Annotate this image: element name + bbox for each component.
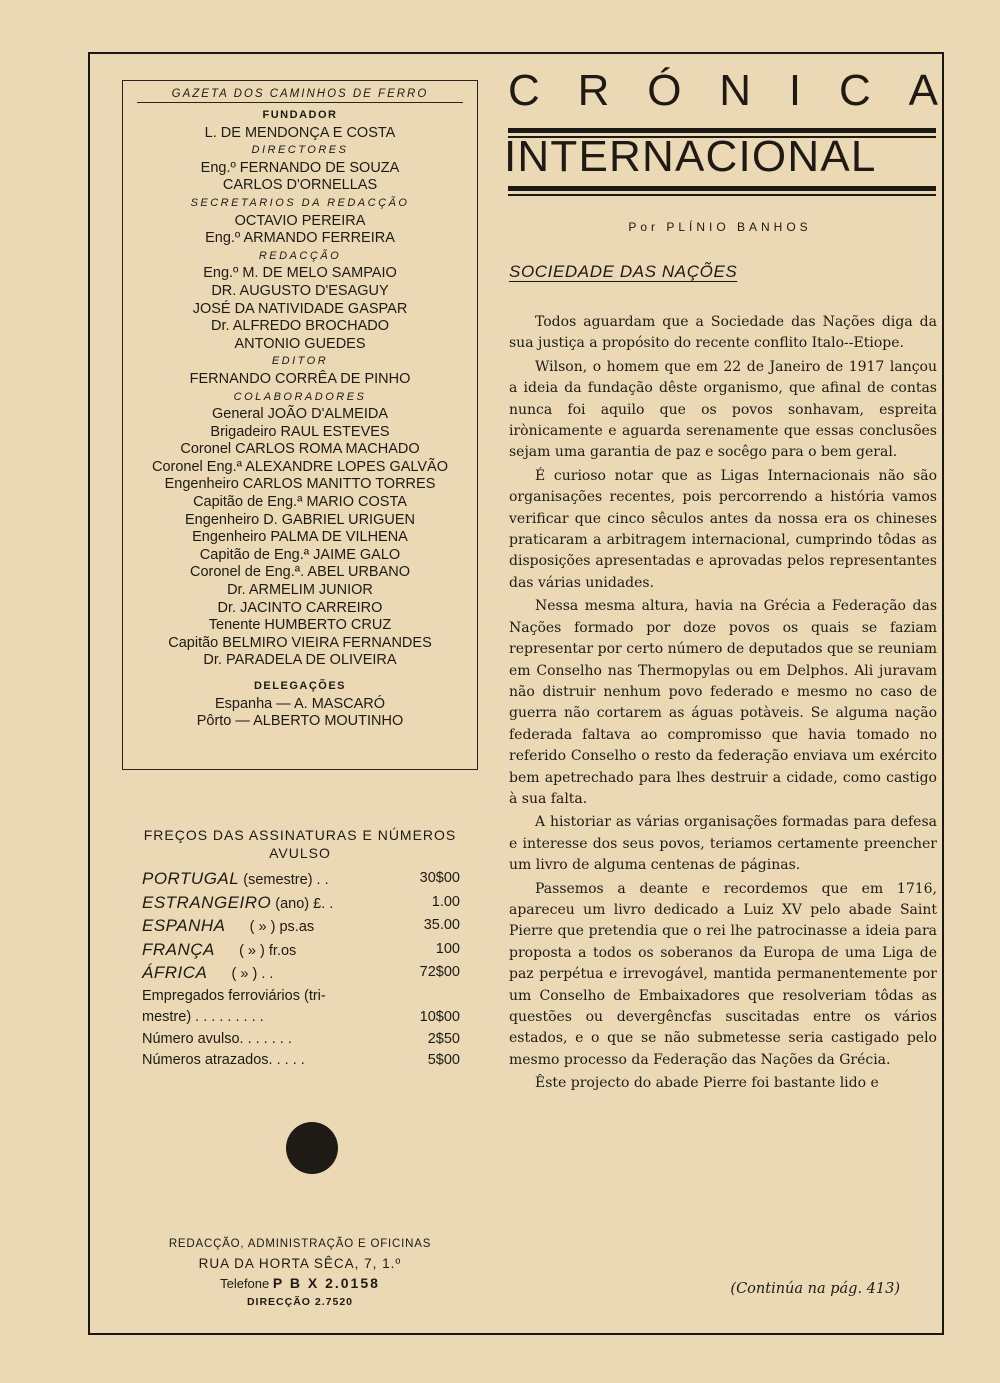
staff-name: Dr. ARMELIM JUNIOR — [227, 582, 373, 599]
staff-name: Coronel CARLOS ROMA MACHADO — [180, 441, 420, 458]
phone-label: Telefone — [220, 1276, 270, 1291]
price-row — [142, 1029, 470, 1051]
price-label — [142, 868, 329, 892]
price-region: ESPANHA — [142, 916, 226, 935]
phone-line — [130, 1273, 470, 1294]
title-letter: C — [508, 66, 540, 115]
staff-list — [123, 107, 477, 731]
price-row — [142, 868, 470, 892]
price-value: 5$00 — [427, 1052, 460, 1068]
price-detail: Números atrazados. . . . . — [142, 1052, 305, 1068]
title-letter: N — [719, 66, 752, 115]
article-paragraph: É curioso notar que as Ligas Internacionais não são organisações recentes, pois percorrendo a história vamos verificar que cinco sêculos antes da nossa era os chineses praticaram a arbitragem internacional, cumprindo tôdas as disposições apresentadas e aprovadas pelos representantes das várias unidades. — [509, 467, 937, 591]
price-value: 30$00 — [419, 870, 460, 886]
price-row — [142, 939, 470, 963]
prices-title-line2: AVULSO — [269, 845, 331, 861]
staff-name: Coronel de Eng.ª. ABEL URBANO — [189, 564, 411, 581]
staff-name: Espanha — A. MASCARÓ — [214, 695, 386, 712]
staff-name: Engenheiro D. GABRIEL URIGUEN — [185, 511, 415, 528]
price-value: 72$00 — [419, 964, 460, 980]
address-line2: RUA DA HORTA SÊCA, 7, 1.º — [198, 1256, 402, 1271]
price-region: FRANÇA — [142, 939, 215, 959]
staff-heading: DELEGAÇÕES — [253, 680, 346, 692]
price-label — [142, 892, 333, 916]
staff-heading: EDITOR — [271, 355, 329, 368]
staff-name: Pôrto — ALBERTO MOUTINHO — [196, 713, 404, 730]
address-block — [130, 1234, 470, 1310]
price-rows — [142, 868, 470, 1072]
price-label — [142, 939, 296, 963]
title-cronica — [508, 66, 938, 116]
seal-mark — [286, 1122, 338, 1174]
price-label — [142, 986, 326, 1008]
left-column — [90, 54, 490, 1333]
section-title: SOCIEDADE DAS NAÇÕES — [509, 262, 738, 281]
price-label — [142, 1007, 264, 1029]
price-row — [142, 986, 470, 1008]
staff-name: Engenheiro CARLOS MANITTO TORRES — [164, 476, 436, 493]
title-internacional: INTERNACIONAL — [504, 132, 877, 181]
staff-heading: DIRECTORES — [251, 144, 349, 157]
staff-name: Eng.º M. DE MELO SAMPAIO — [203, 265, 397, 282]
price-label — [142, 1029, 292, 1051]
staff-name: FERNANDO CORRÊA DE PINHO — [189, 370, 411, 387]
staff-name: L. DE MENDONÇA E COSTA — [204, 124, 396, 141]
staff-gap — [123, 670, 477, 678]
price-detail: mestre) . . . . . . . . . — [142, 1009, 264, 1025]
title-letter: C — [838, 66, 871, 115]
price-value: 35.00 — [423, 917, 460, 933]
byline: Por PLÍNIO BANHOS — [628, 220, 812, 234]
price-row — [142, 915, 470, 939]
price-value: 2$50 — [427, 1030, 460, 1047]
price-label — [142, 915, 314, 939]
staff-name: Capitão de Eng.ª MARIO COSTA — [193, 494, 407, 511]
staff-name: Tenente HUMBERTO CRUZ — [208, 617, 392, 634]
staff-name: Dr. PARADELA DE OLIVEIRA — [203, 652, 397, 669]
staff-heading: REDACÇÃO — [258, 249, 342, 262]
address-line1: REDACÇÃO, ADMINISTRAÇÃO E OFICINAS — [168, 1238, 432, 1250]
staff-name: General JOÃO D'ALMEIDA — [211, 406, 389, 423]
title-letter: R — [577, 66, 610, 115]
staff-heading: SECRETARIOS DA REDACÇÃO — [190, 196, 410, 209]
staff-name: CARLOS D'ORNELLAS — [222, 177, 378, 194]
article-paragraph: Todos aguardam que a Sociedade das Nações diga da sua justiça a propósito do recente conflito Italo--Etiope. — [509, 314, 937, 352]
staff-heading: FUNDADOR — [262, 109, 338, 121]
staff-name: Capitão BELMIRO VIEIRA FERNANDES — [168, 634, 432, 651]
prices-title-line1: FREÇOS DAS ASSINATURAS E NÚMEROS — [143, 827, 457, 843]
staff-name: Dr. ALFREDO BROCHADO — [210, 318, 390, 335]
gazeta-title: GAZETA DOS CAMINHOS DE FERRO — [137, 88, 463, 103]
title-letter: Ó — [647, 66, 682, 115]
price-region: ESTRANGEIRO — [142, 892, 272, 912]
article-paragraph: Nessa mesma altura, havia na Grécia a Federação das Nações formado por doze povos os quais se faziam representar por certo número de deputados que se reuniam em Conselho nas Thermopylas ou em Delphos. Ali juravam não distruir nenhum povo federado e mesmo no caso de guerra não cortarem as águas potàveis. Se alguma nação federada faltava ao compromisso que havia tomado no referido Conselho o resto da federação enviava um exército bem apetrechado para lhes destruir a cidade, como castigo à sua falta. — [509, 598, 937, 807]
staff-name: JOSÉ DA NATIVIDADE GASPAR — [192, 300, 408, 317]
staff-heading: COLABORADORES — [233, 390, 367, 403]
price-row — [142, 962, 470, 986]
price-value: 10$00 — [419, 1009, 460, 1025]
price-detail: Número avulso. . . . . . . — [142, 1030, 292, 1047]
price-region: PORTUGAL — [142, 869, 240, 888]
staff-name: ANTONIO GUEDES — [234, 335, 366, 352]
price-detail: (ano) £. . — [271, 895, 334, 912]
price-label — [142, 1050, 305, 1072]
article-paragraph: Wilson, o homem que em 22 de Janeiro de 1917 lançou a ideia da fundação dêste organismo, que afinal de contas nunca foi aquilo que os povos sonhavam, espreita irònicamente e aguarda serenamente que essas conclusões sejam uma garantia de paz e socêgo para o bem geral. — [509, 358, 937, 461]
subscription-prices — [130, 826, 470, 1072]
staff-name: DR. AUGUSTO D'ESAGUY — [211, 282, 389, 299]
price-label — [142, 962, 273, 986]
phone-value: P B X 2.0158 — [272, 1275, 380, 1291]
price-value: 100 — [435, 940, 460, 957]
title-rule-bottom — [508, 186, 936, 196]
staff-name: Brigadeiro RAUL ESTEVES — [210, 423, 390, 440]
price-row — [142, 1050, 470, 1072]
article-paragraph: A historiar as várias organisações formadas para defesa e interesse dos seus povos, teriamos certamente preencher um livro de alguma centenas de páginas. — [509, 814, 937, 874]
title-letter: A — [908, 66, 938, 115]
price-region: ÁFRICA — [142, 963, 208, 982]
price-detail: ( » ) . . — [207, 966, 274, 982]
staff-name: Dr. JACINTO CARREIRO — [217, 599, 383, 616]
price-value — [460, 986, 470, 1008]
article-paragraph: Êste projecto do abade Pierre foi bastante lido e — [535, 1075, 879, 1092]
price-detail: ( » ) ps.as — [225, 919, 315, 935]
price-detail: Empregados ferroviários (tri- — [142, 987, 326, 1004]
masthead-box — [122, 80, 478, 770]
direction-phone: DIRECÇÃO 2.7520 — [246, 1296, 354, 1308]
staff-name: OCTAVIO PEREIRA — [234, 212, 366, 229]
title-letter: I — [788, 66, 802, 115]
staff-name: Coronel Eng.ª ALEXANDRE LOPES GALVÃO — [151, 458, 449, 475]
price-detail: (semestre) . . — [239, 872, 329, 888]
page-frame — [88, 52, 944, 1335]
right-column — [500, 54, 940, 1333]
price-row — [142, 892, 470, 916]
price-detail: ( » ) fr.os — [214, 942, 297, 959]
staff-name: Capitão de Eng.ª JAIME GALO — [199, 546, 401, 563]
continued-note: (Continúa na pág. 413) — [730, 1281, 900, 1297]
staff-name: Eng.º ARMANDO FERREIRA — [205, 230, 395, 247]
article-body — [509, 312, 937, 1097]
staff-name: Engenheiro PALMA DE VILHENA — [192, 529, 408, 546]
price-row — [142, 1007, 470, 1029]
price-value: 1.00 — [431, 893, 460, 910]
article-paragraph: Passemos a deante e recordemos que em 1716, apareceu um livro dedicado a Luiz XV pelo abade Saint Pierre que pretendia que o rei lhe patrocinasse a ideia para proposta a todos os soberanos da Europa de uma Liga de paz perpétua e irrevogável, mantida permanentemente por um Conselho de Embaixadores que resolveriam tôdas as questões ou devergêncfas suscitadas entre os vários estados, e o que se não submetesse seria castigado pelo mesmo processo da Federação das Nações da Grécia. — [509, 880, 937, 1068]
staff-name: Eng.º FERNANDO DE SOUZA — [200, 159, 400, 176]
